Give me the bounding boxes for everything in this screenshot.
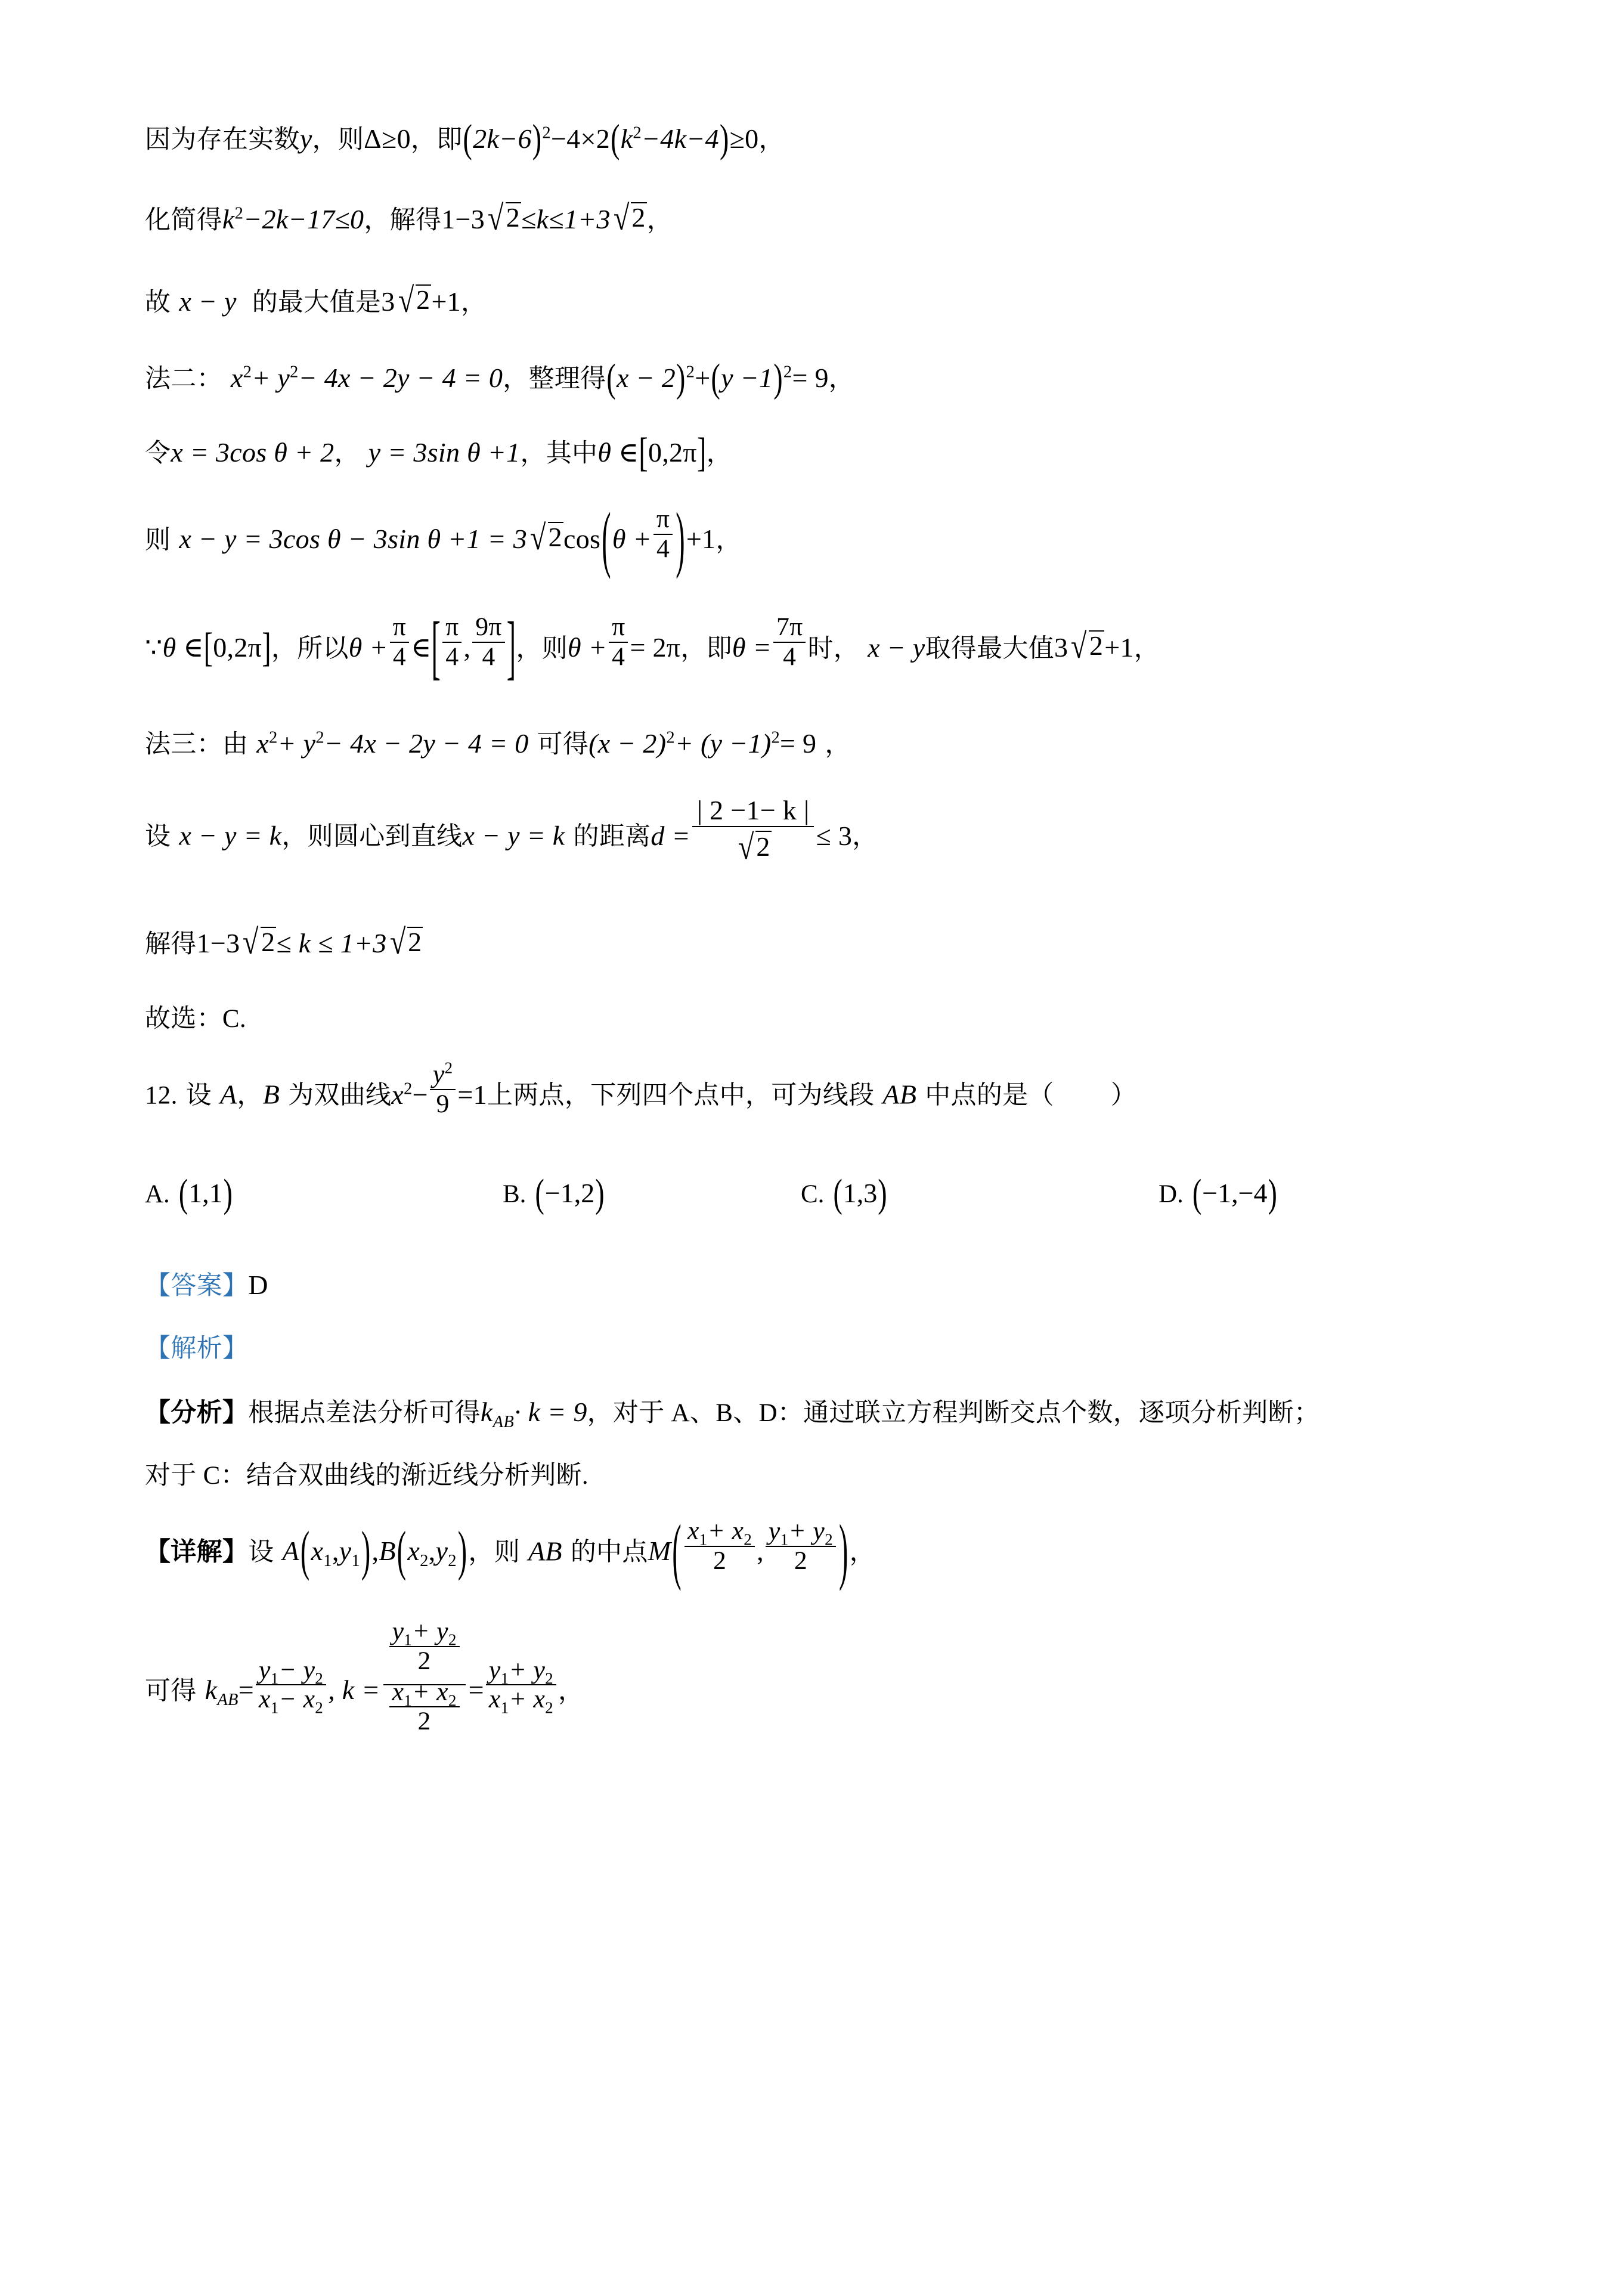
option-a-label: A. xyxy=(145,1180,170,1208)
p6-arg-l: θ + xyxy=(612,524,652,555)
p2-expr: k xyxy=(222,204,235,234)
detail-b-y-sub: 2 xyxy=(448,1552,457,1571)
p5-eq3: θ ∈ xyxy=(597,437,639,468)
p8-by: 由 xyxy=(222,731,249,759)
p7-tail: ， xyxy=(1133,634,1160,663)
option-d[interactable]: D. (−1,−4) xyxy=(1159,1171,1277,1215)
sqrt-2: √2 xyxy=(529,518,562,557)
sqrt-2: √2 xyxy=(398,280,430,320)
p1-eq-c: k xyxy=(620,123,633,154)
p7-val-n: 3 xyxy=(1054,632,1068,663)
stem-part3: 上两点，下列四个点中，可为线段 xyxy=(487,1081,875,1110)
analysis-paragraph xyxy=(145,1396,1492,1432)
detail-mid2: 的中点 xyxy=(570,1538,648,1567)
paragraph-distance xyxy=(145,795,1492,872)
paragraph-solution-range xyxy=(145,923,1492,962)
fraction-y2-over-9: $\frac{y^2}{9}$ xyxy=(430,1061,456,1118)
p9-eq1: x − y = k xyxy=(179,820,282,851)
p3-mid: 的最大值是 xyxy=(252,288,382,317)
p1-var-y: y xyxy=(299,123,312,154)
option-b-value: −1,2 xyxy=(544,1177,595,1208)
p2-mid: ，解得 xyxy=(364,206,442,234)
sqrt-2: √2 xyxy=(389,923,422,962)
detail-mid: ，则 xyxy=(468,1538,520,1567)
p2-res-a: 1−3 xyxy=(441,204,485,234)
p1-eq-b: −4×2 xyxy=(550,123,611,154)
option-a[interactable]: A. (1,1) xyxy=(145,1171,233,1215)
explanation-label: 【解析】 xyxy=(145,1334,249,1363)
p8-eq2: + y xyxy=(277,728,316,759)
p7-mid4: 时， xyxy=(807,634,860,663)
final-eq2: = xyxy=(468,1675,484,1706)
p5-eq2: y = 3sin θ +1 xyxy=(368,437,521,468)
p8-eq4: (x − 2) xyxy=(589,728,667,759)
stem-point-a: A xyxy=(219,1079,237,1110)
explanation-label-row xyxy=(145,1336,1492,1361)
p7-eq2: θ + xyxy=(348,632,388,663)
document-body xyxy=(145,116,1492,1752)
final-slope-formula xyxy=(145,1616,1492,1752)
p4-mid: ，整理得 xyxy=(503,364,606,393)
analysis-k: k xyxy=(480,1396,493,1427)
detail-m: M xyxy=(648,1536,671,1567)
p3-prefix: 故 xyxy=(145,288,171,317)
p10-prefix: 解得 xyxy=(145,930,197,959)
p9-mid2: 的距离 xyxy=(573,822,651,851)
analysis-paragraph-line2 xyxy=(145,1463,1492,1489)
detail-point-a: A xyxy=(282,1536,299,1567)
p7-eq3: θ + xyxy=(568,632,608,663)
p5-tail: ， xyxy=(706,439,732,468)
paragraph-max-value xyxy=(145,280,1492,320)
question-12-stem: 12. 设 A，B 为双曲线$x^2-$ $\frac{y^2}{9}$ =1上两点，下列四个点中，可为线段 AB 中点的是（ ） xyxy=(145,1059,1137,1118)
stem-eq-tail: =1 xyxy=(457,1079,487,1110)
method-three-label: 法三： xyxy=(145,731,222,759)
option-a-value: 1,1 xyxy=(188,1177,223,1208)
paragraph-simplify: 化简得$k^2-2k-17\le 0$，解得1−3√2≤k≤1+3√2， xyxy=(145,198,673,237)
detail-a-y-sub: 1 xyxy=(351,1552,360,1571)
p8-tail: ， xyxy=(825,731,851,759)
answer-row xyxy=(145,1271,1492,1299)
paragraph-theta-range: ∵θ ∈[0,2π]，所以θ + $\frac{\pi}{4}$ ∈[ $\frac{\pi}{4}$ , $\frac{9\pi}{4}$ ]，则θ + $\frac{\pi}{4}$ = 2π，即θ = $\frac{7\pi}{4}$ 时， x − y取得最大值3√2+1， xyxy=(145,607,1160,686)
sqrt-2: √2 xyxy=(1071,626,1104,666)
question-12-options xyxy=(145,1171,1492,1234)
p5-interval: 0,2π xyxy=(648,437,697,468)
method-two-label: 法二： xyxy=(145,364,222,393)
p9-mid1: ，则圆心到直线 xyxy=(281,822,463,851)
p5-mid: ，其中 xyxy=(520,439,598,468)
p1-tail: ， xyxy=(758,126,785,154)
p4-eq4: x − 2 xyxy=(617,362,676,393)
p1-eq-e: ≥0 xyxy=(729,123,759,154)
option-b-label: B. xyxy=(503,1180,526,1208)
p7-int1: 0,2π xyxy=(213,632,262,663)
p4-tail: ， xyxy=(828,364,855,393)
final-k: k xyxy=(205,1675,218,1706)
p2-expr2: −2k−17≤0 xyxy=(243,204,364,234)
p4-eq6: y −1 xyxy=(721,362,773,393)
p6-eq1: x − y = 3cos θ − 3sin θ +1 = 3 xyxy=(179,524,528,555)
analysis-line2: 对于 C：结合双曲线的渐近线分析判断. xyxy=(145,1461,589,1490)
fraction-midpoint-y: $\frac{y_1+ y_2}{2}$ xyxy=(766,1518,836,1575)
p4-eq7: = 9 xyxy=(792,362,829,393)
stem-point-b: B xyxy=(262,1079,280,1110)
p1-mid: ，则 xyxy=(312,126,364,154)
p7-eq1: θ ∈ xyxy=(162,632,204,663)
paragraph-method-three: 法三：由 $x^2+ y^2- 4x - 2y - 4 = 0$ 可得$(x - 2)^2+ (y -1)^2= 9$ ， xyxy=(145,728,851,759)
analysis-label: 【分析】 xyxy=(145,1398,249,1427)
sqrt-2: √2 xyxy=(738,827,770,867)
fraction-pi-over-4: $\frac{\pi}{4}$ xyxy=(609,614,628,671)
p1-eq-a: 2k−6 xyxy=(473,123,532,154)
p4-eq3: − 4x − 2y − 4 = 0 xyxy=(298,362,503,393)
fraction-nested-k xyxy=(383,1616,466,1744)
p9-eq2: x − y = k xyxy=(462,820,565,851)
fraction-sum-y-over-2: $\frac{y_1+ y_2}{2}$ xyxy=(389,1618,460,1675)
paragraph-answer-choice xyxy=(145,1006,1492,1032)
p9-le: ≤ 3 xyxy=(816,820,853,851)
p10-b: ≤ k ≤ 1+3 xyxy=(276,928,387,959)
fraction-pi-over-4: $\frac{\pi}{4}$ xyxy=(390,614,409,671)
p7-mid1: ，所以 xyxy=(271,634,349,663)
fraction-pi-over-4-lower: $\frac{\pi}{4}$ xyxy=(442,614,461,671)
analysis-text1: 根据点差法分析可得 xyxy=(248,1398,481,1427)
sqrt-2: √2 xyxy=(613,198,646,237)
fraction-pi-over-4: $\frac{\pi}{4}$ xyxy=(653,506,673,563)
stem-part5: ） xyxy=(1110,1081,1137,1110)
p7-eq4: = 2π xyxy=(630,632,681,663)
option-d-label: D. xyxy=(1159,1180,1184,1208)
final-eq: = xyxy=(238,1675,255,1706)
answer-choice-text: 故选：C. xyxy=(145,1005,246,1033)
final-comma-k: , k = xyxy=(328,1675,380,1706)
final-prefix: 可得 xyxy=(145,1677,197,1706)
p8-eq6: = 9 xyxy=(780,728,817,759)
detail-paragraph: 【详解】设 $A(x_1,y_1),B(x_2,y_2)$，则 AB 的中点M( $\frac{x_1+ x_2}{2}$ , $\frac{y_1+ y_2}{2}$ )， xyxy=(145,1509,875,1592)
p7-eq6: x − y xyxy=(868,632,925,663)
p4-eq1: x xyxy=(230,362,243,393)
p4-eq2: + y xyxy=(252,362,290,393)
p5-prefix: 令 xyxy=(145,439,171,468)
p1-then: ，即 xyxy=(410,126,463,154)
detail-b-x-sub: 2 xyxy=(420,1552,429,1571)
p7-mid2: ，则 xyxy=(516,634,568,663)
option-c[interactable]: C. (1,3) xyxy=(801,1171,887,1215)
p8-eq5: + (y −1) xyxy=(674,728,772,759)
p8-eq1: x xyxy=(256,728,269,759)
answer-value: D xyxy=(248,1269,268,1300)
p8-eq3: − 4x − 2y − 4 = 0 xyxy=(324,728,529,759)
detail-label: 【详解】 xyxy=(145,1538,249,1567)
fraction-9pi-over-4: $\frac{9\pi}{4}$ xyxy=(472,614,505,671)
option-c-value: 1,3 xyxy=(843,1177,878,1208)
p9-eq3: d = xyxy=(651,820,690,851)
p7-sym: ∵ xyxy=(145,632,163,663)
detail-b-x: x xyxy=(407,1536,420,1567)
p8-mid: 可得 xyxy=(537,731,589,759)
sqrt-2: √2 xyxy=(488,198,521,237)
stem-part1: 设 xyxy=(185,1081,212,1110)
fraction-distance xyxy=(692,795,814,867)
stem-part2: 为双曲线 xyxy=(288,1081,392,1110)
paragraph-parametric-sub: 令x = 3cos θ + 2， y = 3sin θ +1，其中θ ∈[0,2π]， xyxy=(145,429,732,475)
answer-label: 【答案】 xyxy=(145,1271,249,1300)
p7-mid5: 取得最大值 xyxy=(925,634,1054,663)
p7-mid3: ，即 xyxy=(680,634,732,663)
stem-eq-x: x xyxy=(391,1079,404,1110)
p9-prefix: 设 xyxy=(145,822,171,851)
p10-a: 1−3 xyxy=(196,928,240,959)
p6-tail: ， xyxy=(716,526,742,555)
detail-a-y: y xyxy=(339,1536,352,1567)
p2-res-c: ≤k≤1+3 xyxy=(521,204,611,234)
p1-delta: Δ≥0 xyxy=(364,123,411,154)
analysis-k-sub: AB xyxy=(493,1413,515,1432)
sqrt-2: √2 xyxy=(243,923,275,962)
p7-eq5: θ = xyxy=(732,632,772,663)
fraction-midpoint-x: $\frac{x_1+ x_2}{2}$ xyxy=(684,1518,755,1575)
stem-segment-ab: AB xyxy=(882,1079,917,1110)
p7-in: ∈ xyxy=(411,632,432,663)
question-number: 12. xyxy=(145,1081,178,1110)
paragraph-delta-condition: 因为存在实数y，则Δ≥0，即$(2k-6)^2-4\times 2(k^2-4k-4)\ge 0$， xyxy=(145,116,785,161)
fraction-result: $\frac{y_1+ y_2}{x_1+ x_2}$ xyxy=(486,1657,556,1714)
p9-tail: ， xyxy=(852,822,878,851)
detail-tail: ， xyxy=(849,1538,875,1567)
detail-point-b: B xyxy=(379,1536,396,1567)
paragraph-method-two: 法二： $x^2+ y^2- 4x - 2y - 4 = 0$，整理得$(x - 2)^2+(y -1)^2= 9$， xyxy=(145,355,855,400)
stem-part4: 中点的是（ xyxy=(925,1081,1054,1110)
stem-comma: ， xyxy=(237,1081,263,1110)
p3-expr: x − y xyxy=(179,286,237,317)
p5-sep: ， xyxy=(334,439,360,468)
fraction-sum-x-over-2: $\frac{x_1+ x_2}{2}$ xyxy=(389,1679,460,1736)
paragraph-cos-transform: 则 x − y = 3cos θ − 3sin θ +1 = 3√2cos(θ + $\frac{\pi}{4}$ )+1， xyxy=(145,497,742,580)
fraction-7pi-over-4: $\frac{7\pi}{4}$ xyxy=(773,614,806,671)
p2-tail: ， xyxy=(646,206,673,234)
p6-cos: cos xyxy=(563,524,601,555)
p1-prefix: 因为存在实数 xyxy=(145,126,300,154)
p3-tail: ， xyxy=(460,288,487,317)
p6-prefix: 则 xyxy=(145,526,171,555)
analysis-text2: ，对于 A、B、D：通过联立方程判断交点个数，逐项分析判断； xyxy=(587,1398,1320,1427)
p1-eq-d: −4k−4 xyxy=(641,123,719,154)
detail-set: 设 xyxy=(248,1538,274,1567)
final-k-sub: AB xyxy=(217,1691,239,1710)
option-c-label: C. xyxy=(801,1180,825,1208)
option-b[interactable]: B. (−1,2) xyxy=(503,1171,605,1215)
final-tail: ， xyxy=(558,1677,584,1706)
detail-b-y: y xyxy=(435,1536,448,1567)
stem-eq-minus: − xyxy=(412,1079,428,1110)
p7-val-t: +1 xyxy=(1104,632,1134,663)
detail-a-x-sub: 1 xyxy=(323,1552,332,1571)
p3-val-n: 3 xyxy=(381,286,395,317)
detail-ab: AB xyxy=(528,1536,562,1567)
p6-tail-eq: +1 xyxy=(686,524,716,555)
p5-eq1: x = 3cos θ + 2 xyxy=(171,437,334,468)
analysis-k-eq: · k = 9 xyxy=(514,1396,587,1427)
option-d-value: −1,−4 xyxy=(1202,1177,1268,1208)
fraction-slope-ab: $\frac{y_1- y_2}{x_1- x_2}$ xyxy=(256,1657,326,1714)
p3-val-t: +1 xyxy=(431,286,461,317)
detail-a-x: x xyxy=(311,1536,324,1567)
distance-numerator: | 2 −1− k | xyxy=(692,796,814,827)
p2-prefix: 化简得 xyxy=(145,206,222,234)
p4-eq5: + xyxy=(695,362,711,393)
